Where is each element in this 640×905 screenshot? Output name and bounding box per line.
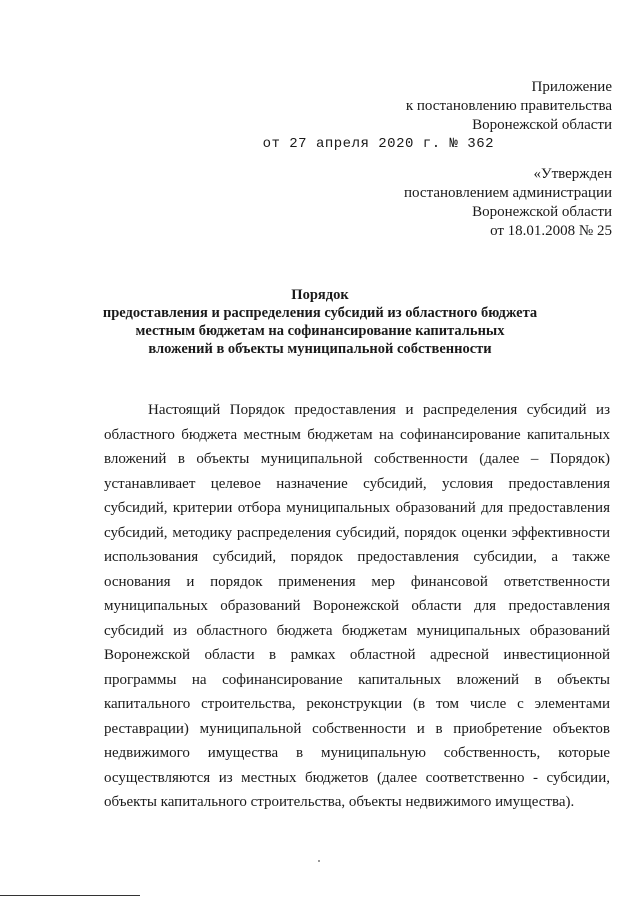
appendix-region: Воронежской области bbox=[472, 117, 612, 133]
document-title bbox=[90, 286, 550, 358]
appendix-date-number: от 27 апреля 2020 г. № 362 bbox=[262, 136, 494, 152]
appendix-ref: к постановлению правительства bbox=[405, 98, 612, 114]
scan-speck bbox=[318, 860, 320, 862]
approval-title: «Утвержден bbox=[533, 166, 612, 182]
approval-region: Воронежской области bbox=[472, 204, 612, 220]
appendix-block bbox=[263, 78, 612, 154]
approval-date-number: от 18.01.2008 № 25 bbox=[490, 223, 612, 239]
footer-separator bbox=[0, 895, 140, 896]
approval-block bbox=[404, 165, 612, 241]
title-line-4: вложений в объекты муниципальной собственности bbox=[148, 341, 492, 357]
appendix-title: Приложение bbox=[531, 79, 612, 95]
title-line-3: местным бюджетам на софинансирование капитальных bbox=[135, 323, 505, 339]
approval-authority: постановлением администрации bbox=[404, 185, 612, 201]
title-line-1: Порядок bbox=[291, 287, 349, 303]
body-paragraph: Настоящий Порядок предоставления и распределения субсидий из областного бюджета местным бюджетам на софинансирование капитальных вложений в объекты муниципальной собственности (далее – Порядок) устанавливает целевое назначение субсидий, условия предоставления субсидий, критерии отбора муниципальных образований для предоставления субсидий, методику распределения субсидий, порядок оценки эффективности использования субсидий, порядок предоставления субсидии, а также основания и порядок применения мер финансовой ответственности муниципальных образований Воронежской области для предоставления субсидий из областного бюджета бюджетам муниципальных образований Воронежской области в рамках областной адресной инвестиционной программы на софинансирование капитальных вложений в объекты капитального строительства, реконструкции (в том числе с элементами реставрации) муниципальной собственности и в приобретение объектов недвижимого имущества в муниципальную собственность, которые осуществляются из местных бюджетов (далее соответственно - субсидии, объекты капитального строительства, объекты недвижимого имущества). bbox=[104, 402, 610, 810]
title-line-2: предоставления и распределения субсидий из областного бюджета bbox=[102, 305, 538, 321]
